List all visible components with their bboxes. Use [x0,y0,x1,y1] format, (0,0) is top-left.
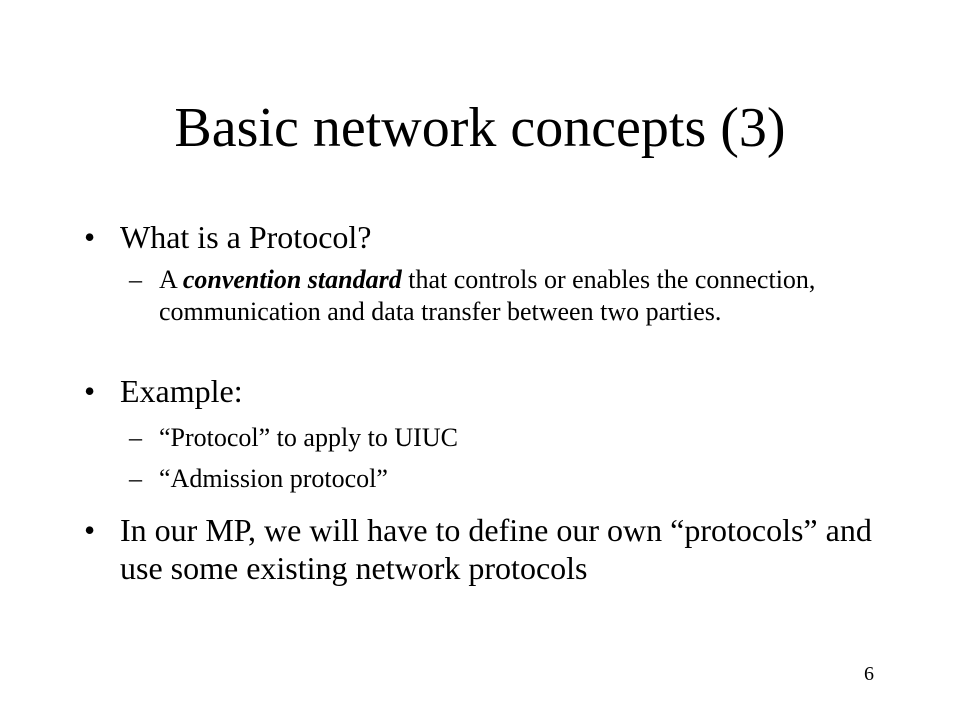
bullet-item-example [84,372,874,410]
sub-item-protocol-definition [129,264,864,328]
bullet-item-mp-protocols [84,511,874,587]
sub-dash: – [129,464,142,493]
sub-item-example-uiuc [129,422,864,454]
sub-dash: – [129,265,142,294]
page-number: 6 [864,663,874,685]
emphasis-text: convention standard [182,265,402,294]
sub-text [159,264,864,328]
bullet-text: In our MP, we will have to define our own “protocols” and use some existing network protocols [120,512,872,586]
sub-text-before: A [159,265,183,294]
sub-text: “Protocol” to apply to UIUC [159,423,458,452]
sub-item-example-admission [129,463,864,495]
bullet-dot: • [84,219,96,255]
sub-text-after: that controls or enables the connection, communication and data transfer between two parties. [159,265,816,326]
bullet-text: Example: [120,373,243,409]
bullet-dot: • [84,373,96,409]
sub-text: “Admission protocol” [159,464,388,493]
sub-dash: – [129,423,142,452]
slide-title: Basic network concepts (3) [174,97,786,159]
bullet-dot: • [84,512,96,548]
bullet-text: What is a Protocol? [120,219,372,255]
bullet-item-protocol [84,218,874,256]
